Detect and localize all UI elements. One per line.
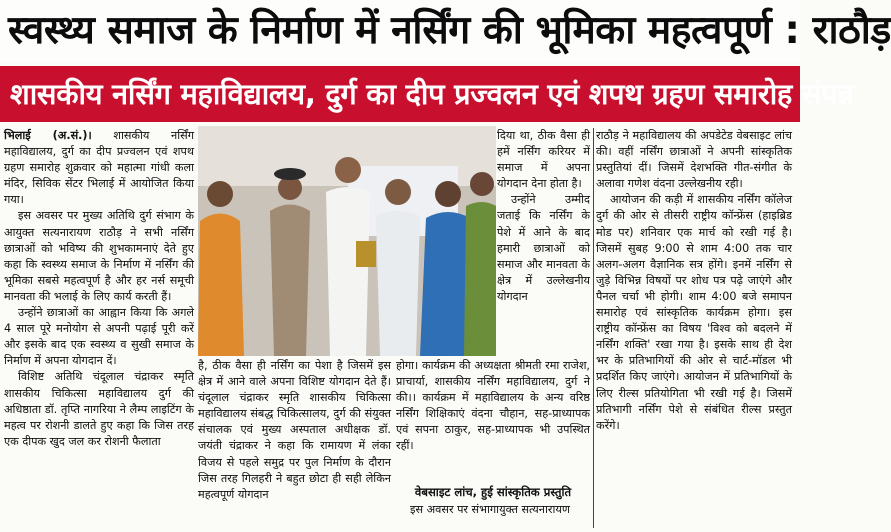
paragraph: दिया था, ठीक वैसा ही हमें नर्सिंग करियर में समाज में अपना योगदान देना होता है। (497, 129, 590, 191)
photo-illustration (198, 126, 496, 356)
paragraph: होगा। कार्यक्रम की अध्यक्षता श्रीमती रमा राजेश, प्राचार्या, शासकीय नर्सिंग महाविद्यालय, दुर्ग ने की।। कार्यक्रम में महाविद्यालय के अन्य वरिष्ठ नर्सिंग शिक्षिकाएं वंदना चौहान, सह-प्राध्यापक एवं सपना ठाकुर, सह-प्राध्यापक भी उपस्थित रहीं। (396, 359, 590, 453)
article-column-3-bottom (396, 358, 590, 478)
paragraph: इस अवसर पर मुख्य अतिथि दुर्ग संभाग के आयुक्त सत्यनारायण राठौड़ ने सभी नर्सिंग छात्राओं को भविष्य की शुभकामनाएं देते हुए कहा कि स्वस्थ्य समाज के निर्माण में नर्सिंग की भूमिका सबसे महत्वपूर्ण है और हर नर्स समूची मानवता की भलाई के लिए कार्य करती हैं। (4, 209, 194, 303)
paragraph: है, ठीक वैसा ही नर्सिंग का पेशा है जिसमें इस क्षेत्र में आने वाले अपना विशिष्ट योगदान देते हैं। चंदूलाल चंद्राकर स्मृति शासकीय चिकित्सा महाविद्यालय संबद्ध चिकित्सालय, दुर्ग की संयुक्त संचालक एवं मुख्य अस्पताल अधीक्षक डॉ. जयंती चंद्राकर ने कहा कि रामायण में लंका विजय से पहले समुद्र पर पुल निर्माण के दौरान जिस तरह गिलहरी ने बहुत छोटा ही सही लेकिन महत्वपूर्ण योगदान (198, 359, 391, 501)
article-column-2-bottom (198, 358, 391, 530)
dateline: भिलाई (अ.सं.)। (4, 129, 92, 142)
paragraph: विशिष्ट अतिथि चंदूलाल चंद्राकर स्मृति शासकीय चिकित्सा महाविद्यालय दुर्ग की अधिष्ठाता डॉ. तृप्ति नागरिया ने लैम्प लाइटिंग के महत्व पर रोशनी डालते हुए कहा कि जिस तरह एक दीपक खुद जल कर रोशनी फैलाता (4, 370, 194, 448)
article-column-3-tail (396, 502, 590, 530)
article-column-1 (4, 128, 194, 528)
article-column-2-top (497, 128, 590, 356)
paragraph: उन्होंने उम्मीद जताई कि नर्सिंग के पेशे में आने के बाद हमारी छात्राओं को समाज और मानवता के क्षेत्र में उल्लेखनीय योगदान (497, 193, 590, 303)
article-column-4 (596, 128, 792, 530)
subheadline: शासकीय नर्सिंग महाविद्यालय, दुर्ग का दीप प्रज्वलन एवं शपथ ग्रहण समारोह संपन्न (10, 77, 854, 111)
headline: स्वस्थ्य समाज के निर्माण में नर्सिंग की भूमिका महत्वपूर्ण : राठौड़ (8, 8, 891, 53)
event-photo (198, 126, 496, 356)
paragraph: राठौड़ ने महाविद्यालय की अपडेटेड वेबसाइट लांच की। वहीं नर्सिंग छात्राओं ने अपनी सांस्कृतिक प्रस्तुतियां दीं। जिसमें देशभक्ति गीत-संगीत के अलावा गणेश वंदना उल्लेखनीय रही। (596, 129, 792, 191)
paragraph: उन्होंने छात्राओं का आह्वान किया कि अगले 4 साल पूरे मनोयोग से अपनी पढ़ाई पूरी करें और इसके बाद एक स्वस्थ्य व सुखी समाज के निर्माण में अपना योगदान दें। (4, 306, 194, 368)
section-subheading: वेबसाइट लांच, हुई सांस्कृतिक प्रस्तुति (414, 485, 572, 499)
lead-text: शासकीय नर्सिंग महाविद्यालय, दुर्ग का दीप प्रज्वलन एवं शपथ ग्रहण समारोह शुक्रवार को महात्मा गांधी कला मंदिर, सिविक सेंटर भिलाई में आयोजित किया गया। (4, 129, 194, 207)
lead-paragraph (4, 128, 194, 208)
paragraph: आयोजन की कड़ी में शासकीय नर्सिंग कॉलेज दुर्ग की ओर से तीसरी राष्ट्रीय कॉन्फ्रेंस (हाइब्रिड मोड पर) शनिवार एक मार्च को रखी गई है। जिसमें सुबह 9:00 से शाम 4:00 तक चार अलग-अलग वैज्ञानिक सत्र होंगे। इनमें नर्सिंग से जुड़े विभिन्न विषयों पर शोध पत्र पढ़े जाएंगे और पैनल चर्चा भी होगी। शाम 4:00 बजे समापन समारोह एवं सांस्कृतिक कार्यक्रम होगा। इस राष्ट्रीय कॉन्फ्रेंस का विषय 'विश्व को बदलने में नर्सिंग शक्ति' रखा गया है। इसके साथ ही देश भर के प्रतिभागियों की ओर से चार्ट-मॉडल भी प्रदर्शित किए जाएंगे। आयोजन में प्रतिभागियों के लिए रील्स प्रतियोगिता भी रखी गई है। जिसमें प्रतिभागी नर्सिंग पेशे से संबंधित रील्स प्रस्तुत करेंगे। (596, 193, 792, 432)
subheadline-banner (0, 66, 854, 122)
paragraph: इस अवसर पर संभागायुक्त सत्यनारायण (410, 503, 570, 516)
headline-band (0, 0, 891, 62)
column-rule (593, 128, 594, 528)
